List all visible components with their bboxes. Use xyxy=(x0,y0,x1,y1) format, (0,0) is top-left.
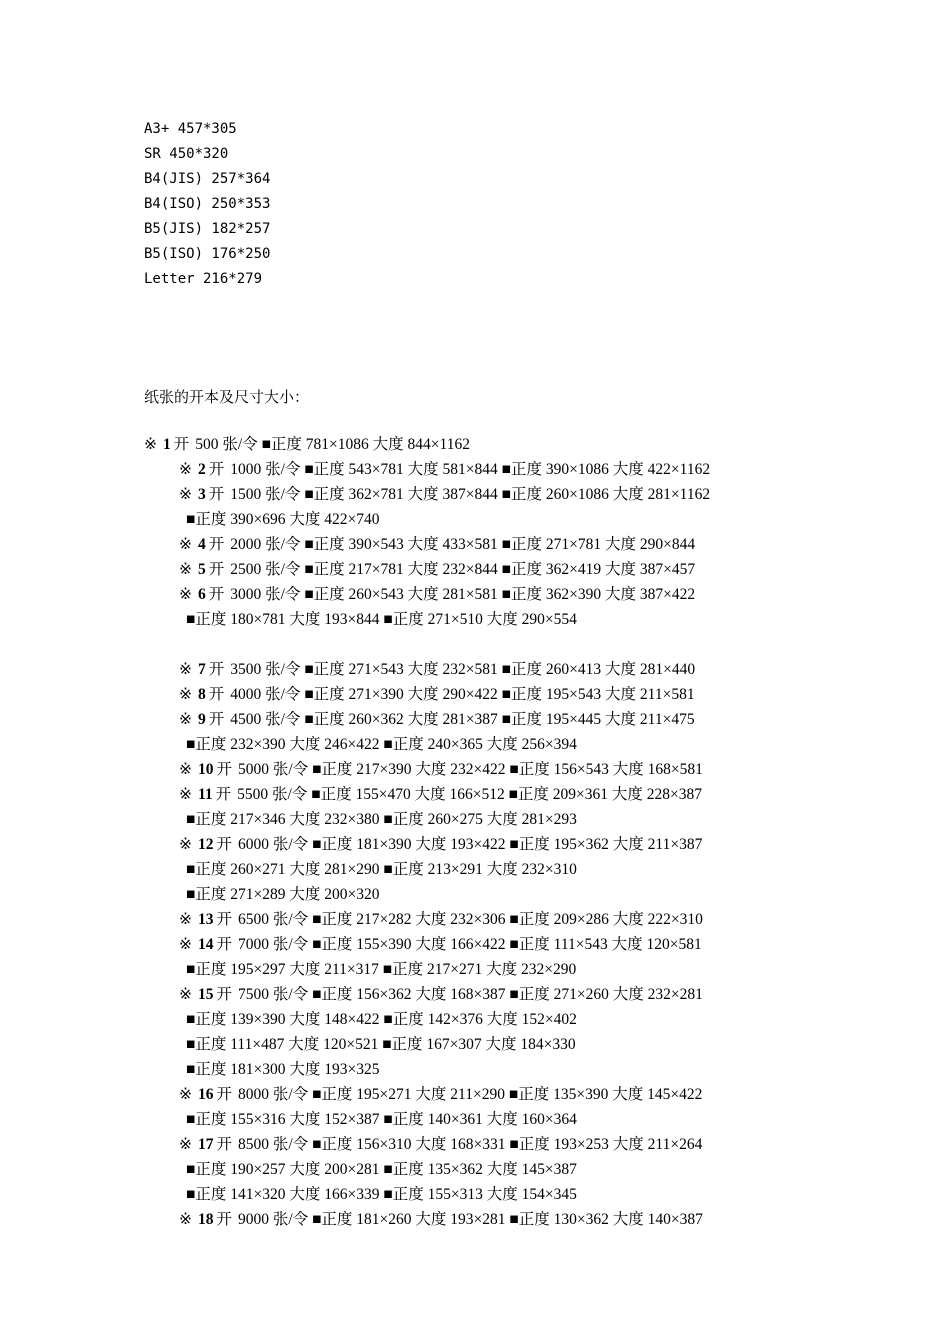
format-number: 10 xyxy=(198,761,214,778)
reference-mark: ※ xyxy=(179,536,192,553)
format-unit: 开 xyxy=(208,711,225,728)
size-continuation-line xyxy=(144,732,710,757)
size-values: ■正度 190×257 大度 200×281 ■正度 135×362 大度 145×387 xyxy=(186,1161,577,1178)
format-line xyxy=(144,707,710,732)
size-values: ■正度 180×781 大度 193×844 ■正度 271×510 大度 290×554 xyxy=(186,611,577,628)
format-unit: 开 xyxy=(216,1211,233,1228)
size-values: ■正度 111×487 大度 120×521 ■正度 167×307 大度 184×330 xyxy=(186,1036,576,1053)
format-details: 8500 张/令 ■正度 156×310 大度 168×331 ■正度 193×253 大度 211×264 xyxy=(238,1136,703,1153)
size-continuation-line xyxy=(144,807,710,832)
format-number: 7 xyxy=(198,661,206,678)
reference-mark: ※ xyxy=(179,911,192,928)
format-unit: 开 xyxy=(208,561,225,578)
size-continuation-line xyxy=(144,957,710,982)
size-continuation-line xyxy=(144,607,710,632)
size-continuation-line xyxy=(144,1182,710,1207)
format-number: 1 xyxy=(163,436,171,453)
format-details: 1000 张/令 ■正度 543×781 大度 581×844 ■正度 390×1086 大度 422×1162 xyxy=(230,461,711,478)
format-line xyxy=(144,432,710,457)
format-unit: 开 xyxy=(208,586,225,603)
format-details: 8000 张/令 ■正度 195×271 大度 211×290 ■正度 135×390 大度 145×422 xyxy=(238,1086,703,1103)
format-line xyxy=(144,982,710,1007)
format-details: 6000 张/令 ■正度 181×390 大度 193×422 ■正度 195×362 大度 211×387 xyxy=(238,836,703,853)
reference-mark: ※ xyxy=(179,661,192,678)
format-line xyxy=(144,907,710,932)
format-details: 1500 张/令 ■正度 362×781 大度 387×844 ■正度 260×1086 大度 281×1162 xyxy=(230,486,711,503)
reference-mark: ※ xyxy=(179,1136,192,1153)
format-details: 4500 张/令 ■正度 260×362 大度 281×387 ■正度 195×445 大度 211×475 xyxy=(230,711,695,728)
size-continuation-line xyxy=(144,507,710,532)
size-continuation-line xyxy=(144,1057,710,1082)
format-line xyxy=(144,482,710,507)
format-line xyxy=(144,832,710,857)
format-line xyxy=(144,757,710,782)
blank-line xyxy=(144,632,710,657)
reference-mark: ※ xyxy=(179,1086,192,1103)
format-unit: 开 xyxy=(208,486,225,503)
format-line xyxy=(144,1207,710,1232)
reference-mark: ※ xyxy=(144,436,157,453)
format-line xyxy=(144,932,710,957)
size-continuation-line xyxy=(144,1032,710,1057)
format-unit: 开 xyxy=(173,436,190,453)
size-values: ■正度 260×271 大度 281×290 ■正度 213×291 大度 232×310 xyxy=(186,861,577,878)
reference-mark: ※ xyxy=(179,936,192,953)
format-number: 2 xyxy=(198,461,206,478)
format-unit: 开 xyxy=(208,686,225,703)
format-unit: 开 xyxy=(208,536,225,553)
size-values: ■正度 139×390 大度 148×422 ■正度 142×376 大度 152×402 xyxy=(186,1011,577,1028)
format-details: 7500 张/令 ■正度 156×362 大度 168×387 ■正度 271×260 大度 232×281 xyxy=(238,986,703,1003)
reference-mark: ※ xyxy=(179,986,192,1003)
format-details: 2000 张/令 ■正度 390×543 大度 433×581 ■正度 271×781 大度 290×844 xyxy=(230,536,696,553)
format-number: 15 xyxy=(198,986,214,1003)
format-unit: 开 xyxy=(208,461,225,478)
format-number: 16 xyxy=(198,1086,214,1103)
reference-mark: ※ xyxy=(179,686,192,703)
size-values: ■正度 271×289 大度 200×320 xyxy=(186,886,380,903)
format-number: 12 xyxy=(198,836,214,853)
format-details: 7000 张/令 ■正度 155×390 大度 166×422 ■正度 111×543 大度 120×581 xyxy=(238,936,702,953)
size-values: ■正度 195×297 大度 211×317 ■正度 217×271 大度 232×290 xyxy=(186,961,577,978)
reference-mark: ※ xyxy=(179,486,192,503)
format-unit: 开 xyxy=(216,936,233,953)
format-details: 6500 张/令 ■正度 217×282 大度 232×306 ■正度 209×286 大度 222×310 xyxy=(238,911,703,928)
reference-mark: ※ xyxy=(179,711,192,728)
size-continuation-line xyxy=(144,857,710,882)
reference-mark: ※ xyxy=(179,836,192,853)
format-unit: 开 xyxy=(208,661,225,678)
size-values: ■正度 232×390 大度 246×422 ■正度 240×365 大度 256×394 xyxy=(186,736,577,753)
size-values: ■正度 217×346 大度 232×380 ■正度 260×275 大度 281×293 xyxy=(186,811,577,828)
format-line xyxy=(144,1132,710,1157)
format-unit: 开 xyxy=(216,911,233,928)
format-number: 6 xyxy=(198,586,206,603)
size-continuation-line xyxy=(144,1107,710,1132)
format-number: 14 xyxy=(198,936,214,953)
reference-mark: ※ xyxy=(179,786,192,803)
size-values: ■正度 155×316 大度 152×387 ■正度 140×361 大度 160×364 xyxy=(186,1111,577,1128)
format-unit: 开 xyxy=(216,1086,233,1103)
size-continuation-line xyxy=(144,1007,710,1032)
paper-size-item: Letter 216*279 xyxy=(144,271,263,287)
format-number: 4 xyxy=(198,536,206,553)
format-line xyxy=(144,782,710,807)
format-details: 3500 张/令 ■正度 271×543 大度 232×581 ■正度 260×413 大度 281×440 xyxy=(230,661,696,678)
format-details: 5500 张/令 ■正度 155×470 大度 166×512 ■正度 209×361 大度 228×387 xyxy=(237,786,703,803)
format-unit: 开 xyxy=(216,836,233,853)
paper-size-item: SR 450*320 xyxy=(144,146,229,162)
paper-size-item: B4(JIS) 257*364 xyxy=(144,171,271,187)
format-details: 9000 张/令 ■正度 181×260 大度 193×281 ■正度 130×362 大度 140×387 xyxy=(238,1211,703,1228)
format-number: 11 xyxy=(198,786,213,803)
size-values: ■正度 181×300 大度 193×325 xyxy=(186,1061,380,1078)
reference-mark: ※ xyxy=(179,586,192,603)
format-unit: 开 xyxy=(216,1136,233,1153)
size-values: ■正度 141×320 大度 166×339 ■正度 155×313 大度 154×345 xyxy=(186,1186,577,1203)
format-details: 4000 张/令 ■正度 271×390 大度 290×422 ■正度 195×543 大度 211×581 xyxy=(230,686,695,703)
format-details: 2500 张/令 ■正度 217×781 大度 232×844 ■正度 362×419 大度 387×457 xyxy=(230,561,696,578)
reference-mark: ※ xyxy=(179,461,192,478)
reference-mark: ※ xyxy=(179,561,192,578)
size-continuation-line xyxy=(144,882,710,907)
format-unit: 开 xyxy=(216,986,233,1003)
paper-size-item: B5(JIS) 182*257 xyxy=(144,221,271,237)
format-unit: 开 xyxy=(215,786,232,803)
format-line xyxy=(144,557,710,582)
format-details: 3000 张/令 ■正度 260×543 大度 281×581 ■正度 362×390 大度 387×422 xyxy=(230,586,696,603)
paper-size-item: B4(ISO) 250*353 xyxy=(144,196,271,212)
paper-size-item: A3+ 457*305 xyxy=(144,121,237,137)
format-details: 500 张/令 ■正度 781×1086 大度 844×1162 xyxy=(195,436,470,453)
format-number: 13 xyxy=(198,911,214,928)
format-number: 8 xyxy=(198,686,206,703)
paper-size-item: B5(ISO) 176*250 xyxy=(144,246,271,262)
size-values: ■正度 390×696 大度 422×740 xyxy=(186,511,380,528)
format-line xyxy=(144,582,710,607)
format-number: 17 xyxy=(198,1136,214,1153)
size-continuation-line xyxy=(144,1157,710,1182)
format-number: 18 xyxy=(198,1211,214,1228)
section-heading: 纸张的开本及尺寸大小： xyxy=(144,388,310,406)
reference-mark: ※ xyxy=(179,1211,192,1228)
format-line xyxy=(144,1082,710,1107)
format-size-table xyxy=(144,432,710,1232)
format-number: 3 xyxy=(198,486,206,503)
format-line xyxy=(144,457,710,482)
format-number: 9 xyxy=(198,711,206,728)
format-line xyxy=(144,682,710,707)
format-line xyxy=(144,657,710,682)
reference-mark: ※ xyxy=(179,761,192,778)
paper-size-list xyxy=(144,117,270,292)
format-line xyxy=(144,532,710,557)
format-unit: 开 xyxy=(216,761,233,778)
format-details: 5000 张/令 ■正度 217×390 大度 232×422 ■正度 156×543 大度 168×581 xyxy=(238,761,703,778)
format-number: 5 xyxy=(198,561,206,578)
